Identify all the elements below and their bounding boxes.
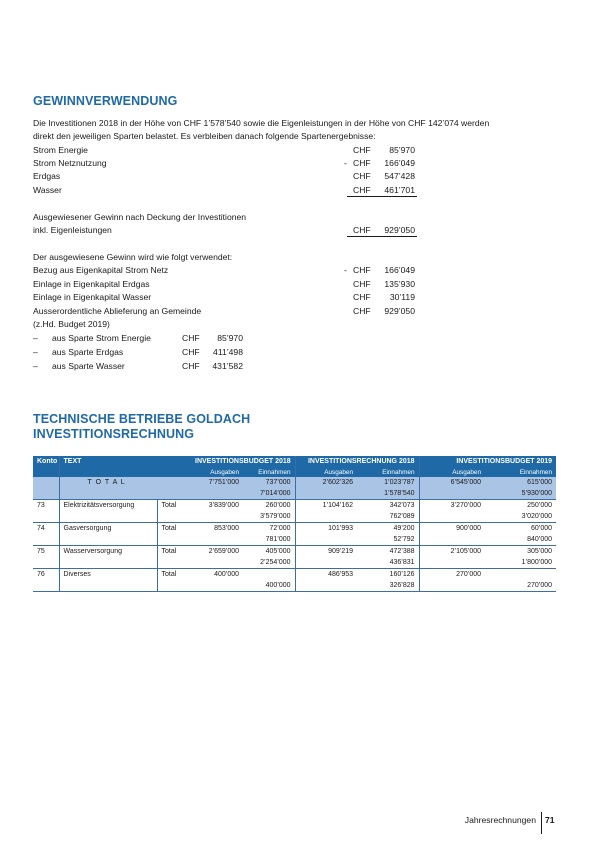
cell: 270’000 xyxy=(485,580,556,592)
cell: 3’270’000 xyxy=(419,500,485,512)
verwendung-label: Einlage in Eigenkapital Wasser xyxy=(33,292,152,302)
cell: 101’993 xyxy=(295,523,357,535)
sparte-value: 547’428 xyxy=(384,171,415,181)
sparte-currency: CHF xyxy=(353,185,371,195)
cell: 6’545’000 xyxy=(419,477,485,488)
sub-value: 85’970 xyxy=(217,333,243,343)
sparte-currency: CHF xyxy=(353,171,371,181)
cell: 7’751’000 xyxy=(191,477,243,488)
konto: 74 xyxy=(37,525,45,532)
cell: 1’800’000 xyxy=(485,557,556,569)
table-row-saldo xyxy=(33,580,556,592)
konto: 75 xyxy=(37,548,45,555)
row-kind: Total xyxy=(157,546,191,558)
verwendung-label: Einlage in Eigenkapital Erdgas xyxy=(33,279,150,289)
cell: 160’126 xyxy=(389,571,415,578)
verwendung-label: Ausserordentliche Ablieferung an Gemeinde xyxy=(33,306,202,316)
row-kind: Total xyxy=(157,523,191,535)
header-budget-2019: INVESTITIONSBUDGET 2019 xyxy=(419,456,556,467)
verwendung-currency: CHF xyxy=(353,292,371,302)
sub-currency: CHF xyxy=(182,347,200,357)
header-budget-2018: INVESTITIONSBUDGET 2018 xyxy=(191,456,295,467)
sparte-value: 461’701 xyxy=(384,185,415,195)
cell: 400’000 xyxy=(243,580,295,592)
verwendung-title: Der ausgewiesene Gewinn wird wie folgt verwendet: xyxy=(33,252,233,262)
cell: 2’602’326 xyxy=(295,477,357,488)
sparte-prefix: - xyxy=(344,158,347,168)
cell: 3’839’000 xyxy=(208,502,240,509)
cell xyxy=(243,569,295,581)
verwendung-value: 135’930 xyxy=(384,279,415,289)
cell: 900’000 xyxy=(419,523,485,535)
cell: 1’578’540 xyxy=(357,488,419,500)
table-row-total xyxy=(33,477,556,488)
sparte-currency: CHF xyxy=(353,158,371,168)
cell: 5’930’000 xyxy=(485,488,556,500)
cell: 270’000 xyxy=(419,569,485,581)
cell: 3’579’000 xyxy=(243,511,295,523)
verwendung-value: 929’050 xyxy=(384,306,415,316)
cell: 781’000 xyxy=(243,534,295,546)
sub-currency: CHF xyxy=(182,361,200,371)
table-row xyxy=(33,500,556,512)
cell: 3’020’000 xyxy=(485,511,556,523)
page-number: 71 xyxy=(545,815,555,825)
cell xyxy=(485,569,556,581)
row-text: Wasserversorgung xyxy=(59,546,157,558)
sub-dash: – xyxy=(33,347,38,357)
table-row-saldo xyxy=(33,534,556,546)
cell: 436’831 xyxy=(357,557,419,569)
ausgewiesen-line-2: inkl. Eigenleistungen xyxy=(33,225,112,235)
cell: 840’000 xyxy=(485,534,556,546)
ausgewiesen-value: 929’050 xyxy=(384,225,415,235)
header-einnahmen: Einnahmen xyxy=(357,467,419,477)
row-text: Gasversorgung xyxy=(59,523,157,535)
header-text: TEXT xyxy=(59,456,191,467)
cell: 7’014’000 xyxy=(243,488,295,500)
verwendung-value: 30’119 xyxy=(389,292,415,302)
total-label: T O T A L xyxy=(59,477,191,488)
row-kind: Total xyxy=(157,569,191,581)
verwendung-note: (z.Hd. Budget 2019) xyxy=(33,319,110,329)
sub-label: aus Sparte Wasser xyxy=(52,361,125,371)
footer-divider xyxy=(541,812,542,834)
sub-dash: – xyxy=(33,333,38,343)
cell: 49’200 xyxy=(393,525,415,532)
cell: 72’000 xyxy=(269,525,291,532)
cell: 486’953 xyxy=(295,569,357,581)
cell: 615’000 xyxy=(485,477,556,488)
sparte-label: Strom Energie xyxy=(33,145,88,155)
cell: 472’388 xyxy=(389,548,415,555)
sub-dash: – xyxy=(33,361,38,371)
row-text: Diverses xyxy=(59,569,157,581)
cell: 1’023’787 xyxy=(357,477,419,488)
verwendung-currency: CHF xyxy=(353,279,371,289)
verwendung-currency: CHF xyxy=(353,265,371,275)
section-heading-technische-betriebe: TECHNISCHE BETRIEBE GOLDACH xyxy=(33,412,251,426)
cell: 60’000 xyxy=(531,525,553,532)
header-einnahmen: Einnahmen xyxy=(243,467,295,477)
table-row xyxy=(33,569,556,581)
table-subheader-row xyxy=(33,467,556,477)
ausgewiesen-line-1: Ausgewiesener Gewinn nach Deckung der Investitionen xyxy=(33,212,247,222)
cell: 909’219 xyxy=(295,546,357,558)
table-row xyxy=(33,546,556,558)
sparte-label: Erdgas xyxy=(33,171,61,181)
sparte-value: 166’049 xyxy=(384,158,415,168)
footer-label: Jahresrechnungen xyxy=(464,815,536,825)
header-rechnung-2018: INVESTITIONSRECHNUNG 2018 xyxy=(295,456,419,467)
row-text: Elektrizitätsversorgung xyxy=(59,500,157,512)
cell: 737’000 xyxy=(243,477,295,488)
table-row-total-saldo xyxy=(33,488,556,500)
cell: 405’000 xyxy=(265,548,291,555)
header-einnahmen: Einnahmen xyxy=(485,467,556,477)
cell: 400’000 xyxy=(214,571,240,578)
sub-label: aus Sparte Strom Energie xyxy=(52,333,151,343)
cell: 2’105’000 xyxy=(419,546,485,558)
cell: 762’089 xyxy=(357,511,419,523)
table-row xyxy=(33,523,556,535)
cell: 326’828 xyxy=(357,580,419,592)
konto: 73 xyxy=(37,502,45,509)
cell: 260’000 xyxy=(265,502,291,509)
table-row-saldo xyxy=(33,511,556,523)
header-ausgaben: Ausgaben xyxy=(191,467,243,477)
cell: 2’659’000 xyxy=(208,548,240,555)
cell: 342’073 xyxy=(389,502,415,509)
table-header-row xyxy=(33,456,556,467)
intro-line-1: Die Investitionen 2018 in der Höhe von CHF 1’578’540 sowie die Eigenleistungen in der Höhe von CHF 142’074 werden xyxy=(33,118,490,128)
verwendung-prefix: - xyxy=(344,265,347,275)
table-row-saldo xyxy=(33,557,556,569)
section-heading-investitionsrechnung: INVESTITIONSRECHNUNG xyxy=(33,427,195,441)
row-kind: Total xyxy=(157,500,191,512)
sub-label: aus Sparte Erdgas xyxy=(52,347,124,357)
intro-line-2: direkt den jeweiligen Sparten belastet. Es verbleiben danach folgende Spartenergebnisse: xyxy=(33,131,376,141)
cell: 52’792 xyxy=(357,534,419,546)
cell: 1’104’162 xyxy=(295,500,357,512)
header-ausgaben: Ausgaben xyxy=(419,467,485,477)
verwendung-currency: CHF xyxy=(353,306,371,316)
verwendung-label: Bezug aus Eigenkapital Strom Netz xyxy=(33,265,169,275)
sparte-label: Strom Netznutzung xyxy=(33,158,107,168)
investitionsrechnung-table xyxy=(33,456,556,592)
section-heading-gewinnverwendung: GEWINNVERWENDUNG xyxy=(33,94,178,108)
sub-currency: CHF xyxy=(182,333,200,343)
sparte-value: 85’970 xyxy=(389,145,415,155)
header-konto: Konto xyxy=(33,456,59,467)
sparte-label: Wasser xyxy=(33,185,62,195)
cell: 2’254’000 xyxy=(243,557,295,569)
verwendung-value: 166’049 xyxy=(384,265,415,275)
konto: 76 xyxy=(37,571,45,578)
cell: 250’000 xyxy=(527,502,553,509)
sparte-currency: CHF xyxy=(353,145,371,155)
sub-value: 431’582 xyxy=(212,361,243,371)
header-ausgaben: Ausgaben xyxy=(295,467,357,477)
cell: 305’000 xyxy=(527,548,553,555)
ausgewiesen-currency: CHF xyxy=(353,225,371,235)
cell: 853’000 xyxy=(214,525,240,532)
sub-value: 411’498 xyxy=(213,347,243,357)
